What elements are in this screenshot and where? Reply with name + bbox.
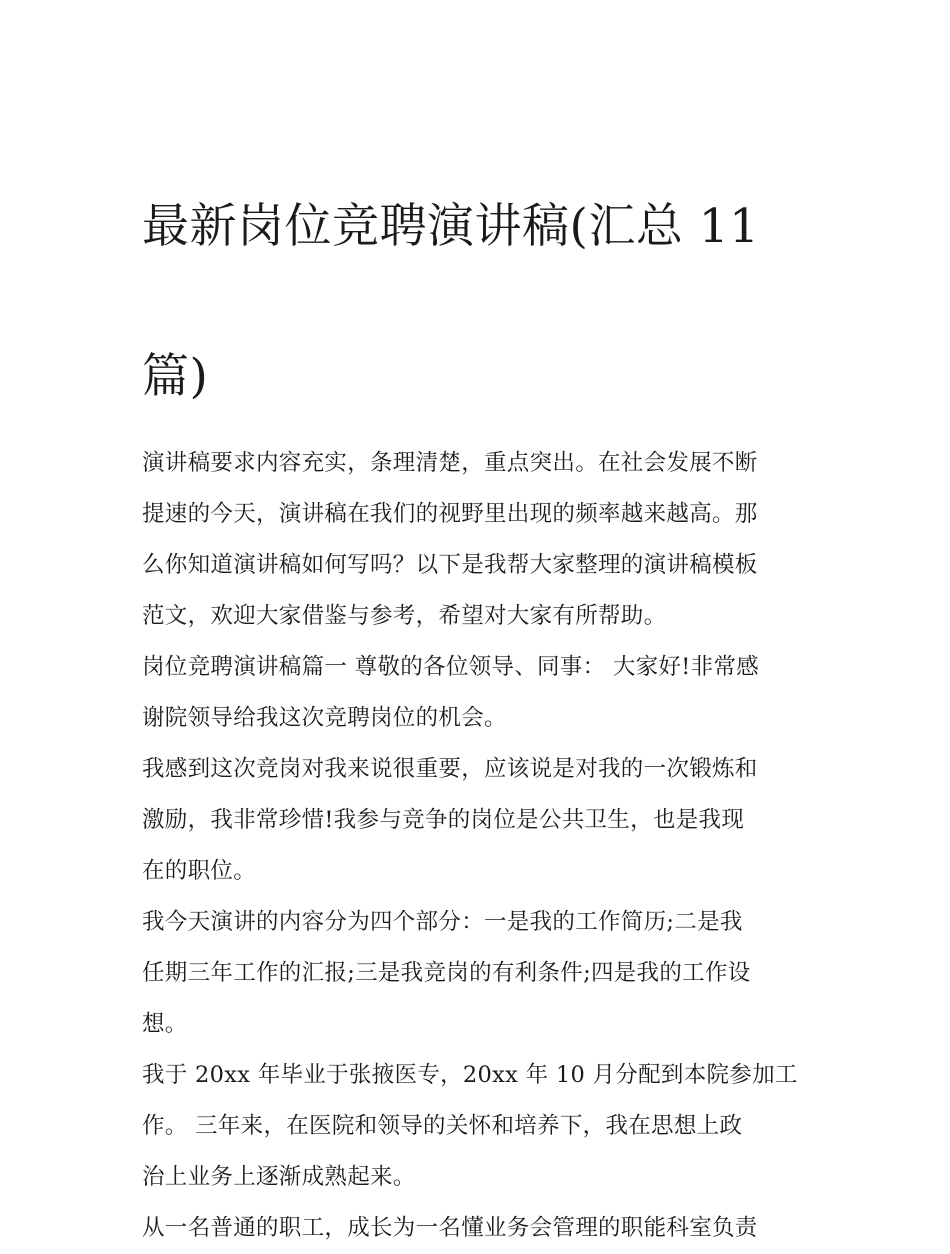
title-line-1: 最新岗位竞聘演讲稿(汇总 11 [142, 199, 760, 254]
paragraph-growth: 从一名普通的职工，成长为一名懂业务会管理的职能科室负责 [142, 1215, 758, 1241]
paragraph-background: 我于 20xx 年毕业于张掖医专，20xx 年 10 月分配到本院参加工 作。 三年来，在医院和领导的关怀和培养下，我在思想上政 治上业务上逐渐成熟起来。 [142, 1062, 798, 1190]
document-page [142, 114, 814, 1254]
paragraph-intro: 演讲稿要求内容充实，条理清楚，重点突出。在社会发展不断 提速的今天，演讲稿在我们的视野里出现的频率越来越高。那 么你知道演讲稿如何写吗？以下是我帮大家整理的演讲稿模板 范文，欢迎大家借鉴与参考，希望对大家有所帮助。 [142, 450, 758, 629]
paragraph-outline: 我今天演讲的内容分为四个部分：一是我的工作简历;二是我 任期三年工作的汇报;三是我竞岗的有利条件;四是我的工作设 想。 [142, 909, 751, 1037]
title-line-2: 篇) [142, 349, 209, 404]
document-body [142, 438, 814, 1254]
paragraph-greeting: 岗位竞聘演讲稿篇一 尊敬的各位领导、同事： 大家好!非常感 谢院领导给我这次竞聘岗位的机会。 [142, 654, 760, 731]
document-title [142, 114, 814, 414]
paragraph-importance: 我感到这次竞岗对我来说很重要，应该说是对我的一次锻炼和 激励，我非常珍惜!我参与竞争的岗位是公共卫生，也是我现 在的职位。 [142, 756, 758, 884]
